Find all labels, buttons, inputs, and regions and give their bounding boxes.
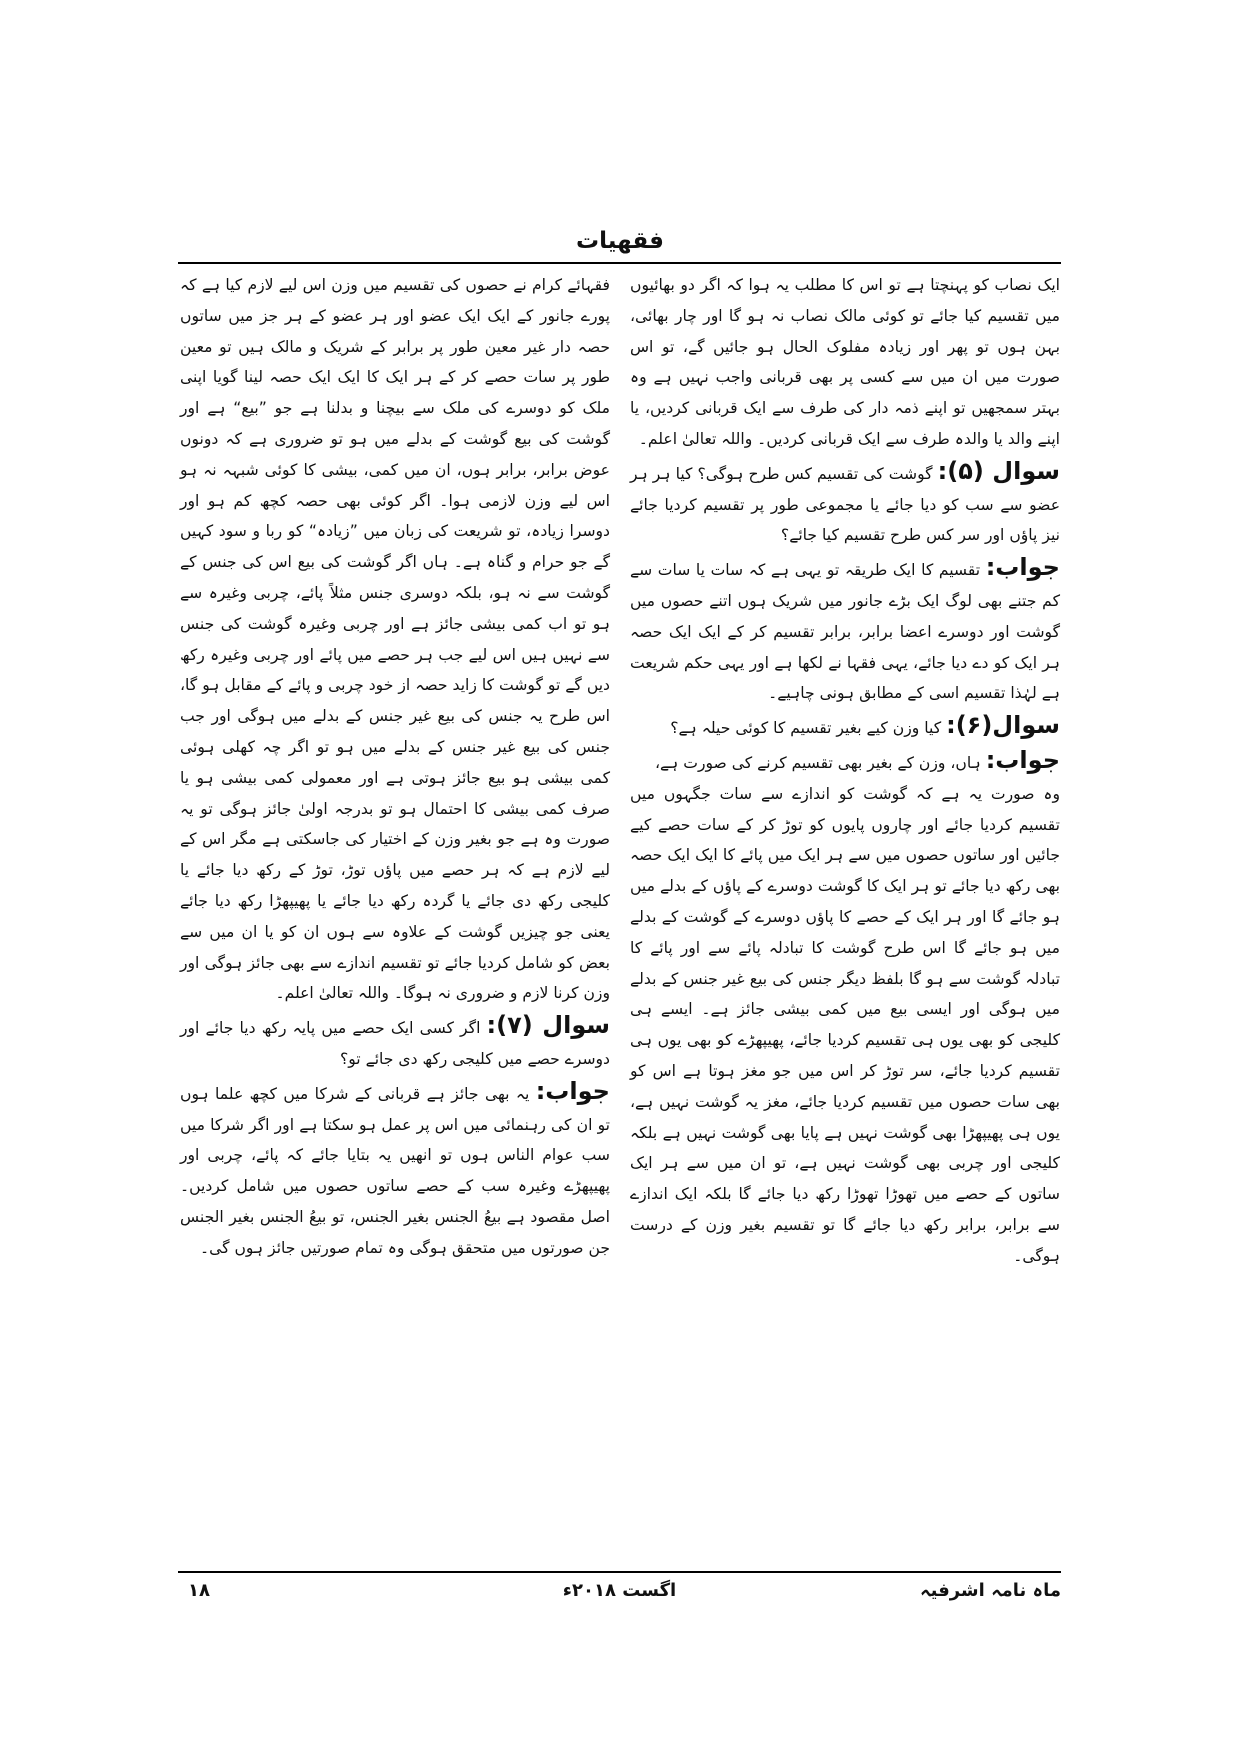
footer xyxy=(178,1580,1061,1620)
answer-label: جواب: xyxy=(985,745,1060,774)
paragraph: ایک نصاب کو پہنچتا ہے تو اس کا مطلب یہ ہوا کہ اگر دو بھائیوں میں تقسیم کیا جائے تو کوئی مالک نصاب نہ ہو گا اور چار بھائی، بہن ہوں تو پھر اور زیادہ مفلوک الحال ہو جائیں گے، تو اس صورت میں ان میں سے کسی پر بھی قربانی واجب نہیں ہے وہ بہتر سمجھیں تو اپنے ذمہ دار کی طرف سے ایک قربانی کردیں، یا اپنے والد یا والدہ طرف سے ایک قربانی کردیں۔ واللہ تعالیٰ اعلم۔ xyxy=(630,276,1060,448)
question-7 xyxy=(180,1009,610,1075)
answer-6 xyxy=(630,744,1060,779)
paragraph: وہ صورت یہ ہے کہ گوشت کو اندازے سے سات جگہوں میں تقسیم کردیا جائے اور چاروں پایوں کو توڑ کر کے سات حصے کیے جائیں اور ساتوں حصوں میں سے ہر ایک میں پائے کا ایک ایک حصہ بھی رکھ دیا جائے تو ہر ایک کا گوشت دوسرے کے پاؤں کے بدلے میں ہو جائے گا اور ہر ایک کے حصے کا پاؤں دوسرے کے گوشت کے بدلے میں ہو جائے گا اس طرح گوشت کا تبادلہ پائے سے اور پائے کا تبادلہ گوشت سے ہو گا بلفظ دیگر جنس کی بیع غیر جنس کے بدلے میں ہوگی اور ایسی بیع میں کمی بیشی جائز ہے۔ ایسے ہی کلیجی کو بھی یوں ہی تقسیم کردیا جائے، پھیپھڑے کو بھی یوں ہی تقسیم کردیا جائے، سر توڑ کر اس میں جو مغز ہوتا ہے اس کو بھی سات حصوں میں تقسیم کردیا جائے، مغز یہ گوشت نہیں ہے، یوں ہی پھیپھڑا بھی گوشت نہیں ہے پایا بھی گوشت نہیں ہے بلکہ کلیجی اور چربی بھی گوشت نہیں ہے، تو ان میں سے ہر ایک ساتوں کے حصے میں تھوڑا تھوڑا رکھ دیا جائے گا بلکہ ایک اندازے سے برابر، برابر رکھ دیا جائے گا تو تقسیم بغیر وزن کے درست ہوگی۔ xyxy=(630,784,1060,1265)
section-title: فقهيات xyxy=(576,228,664,254)
answer-text: ہاں، وزن کے بغیر بھی تقسیم کرنے کی صورت ہے، xyxy=(655,753,981,772)
issue-date: اگست ۲۰۱۸ء xyxy=(562,1580,677,1601)
question-label: سوال(۶): xyxy=(946,711,1060,740)
paragraph: فقہائے کرام نے حصوں کی تقسیم میں وزن اس لیے لازم کیا ہے کہ پورے جانور کے ایک ایک عضو اور ہر عضو کے ہر جز میں ساتوں حصہ دار غیر معین طور پر برابر کے شریک و مالک ہیں تو معین طور پر سات حصے کر کے ہر ایک کا ایک ایک حصہ لینا گویا اپنی ملک کو دوسرے کی ملک سے بیچنا و بدلنا ہے جو ”بیع“ ہے اور گوشت کی بیع گوشت کے بدلے میں ہو تو ضروری ہے کہ دونوں عوض برابر، برابر ہوں، ان میں کمی، بیشی کا کوئی شبہہ نہ ہو اس لیے وزن لازمی ہوا۔ اگر کوئی بھی حصہ کچھ کم ہو اور دوسرا زیادہ، تو شریعت کی زبان میں ”زیادہ“ کو ربا و سود کہیں گے جو حرام و گناہ ہے۔ ہاں اگر گوشت کی بیع اس کی جنس کے گوشت سے نہ ہو، بلکہ دوسری جنس مثلاً پائے، چربی وغیرہ سے ہو تو اب کمی بیشی جائز ہے اور چربی وغیرہ گوشت کی جنس سے نہیں ہیں اس لیے جب ہر حصے میں پائے اور چربی وغیرہ رکھ دیں گے تو گوشت کا زاید حصہ از خود چربی و پائے کے مقابل ہو گا، اس طرح یہ جنس کی بیع غیر جنس کے بدلے میں ہوگی اور جب جنس کی بیع غیر جنس کے بدلے میں ہو تو اگر چہ کھلی ہوئی کمی بیشی ہو بیع جائز ہوتی ہے اور معمولی کمی بیشی ہو یا صرف کمی بیشی کا احتمال ہو تو بدرجہ اولیٰ جائز ہوگی تو یہ صورت وہ ہے جو بغیر وزن کے اختیار کی جاسکتی ہے مگر اس کے لیے لازم ہے کہ ہر حصے میں پاؤں توڑ، توڑ کے رکھ دیا جائے یا کلیجی رکھ دی جائے یا گردہ رکھ دیا جائے یا پھیپھڑا رکھ دیا جائے یعنی جو چیزیں گوشت کے علاوہ سے ہوں ان کو یا ان میں سے بعض کو شامل کردیا جائے تو تقسیم اندازے سے بھی جائز ہوگی اور وزن کرنا لازم و ضروری نہ ہوگا۔ واللہ تعالیٰ اعلم۔ xyxy=(180,276,610,1003)
question-text: گوشت کی تقسیم کس طرح ہوگی؟ کیا ہر ہر عضو سے سب کو دیا جائے یا مجموعی طور پر تقسیم کردیا جائے نیز پاؤں اور سر کس طرح تقسیم کیا جائے؟ xyxy=(630,464,1060,545)
magazine-name: ماہ نامہ اشرفیہ xyxy=(920,1580,1061,1601)
answer-label: جواب: xyxy=(535,1076,610,1105)
answer-text: تقسیم کا ایک طریقہ تو یہی ہے کہ سات یا سات سے کم جتنے بھی لوگ ایک بڑے جانور میں شریک ہوں اتنے حصوں میں گوشت اور دوسرے اعضا برابر، برابر تقسیم کر کے ایک ایک حصہ ہر ایک کو دے دیا جائے، یہی فقہا نے لکھا ہے اور یہی حکم شریعت ہے لہٰذا تقسیم اسی کے مطابق ہونی چاہیے۔ xyxy=(630,561,1060,703)
page-number: ۱۸ xyxy=(188,1580,210,1601)
question-6 xyxy=(630,709,1060,744)
answer-label: جواب: xyxy=(985,553,1060,582)
answer-7 xyxy=(180,1075,610,1264)
question-text: کیا وزن کیے بغیر تقسیم کا کوئی حیلہ ہے؟ xyxy=(670,719,942,738)
question-label: سوال (۷): xyxy=(486,1011,610,1040)
answer-text: یہ بھی جائز ہے قربانی کے شرکا میں کچھ علما ہوں تو ان کی رہنمائی میں اس پر عمل ہو سکتا ہے اور اگر شرکا میں سب عوام الناس ہوں تو انھیں یہ بتایا جائے کہ پائے، چربی اور پھیپھڑے وغیرہ سب کے حصے ساتوں حصوں میں شامل کردیں۔ اصل مقصود ہے بیعُ الجنس بغیر الجنس، تو بیعُ الجنس بغیر الجنس جن صورتوں میں متحقق ہوگی وہ تمام صورتیں جائز ہوں گی۔ xyxy=(180,1084,610,1257)
header-rule xyxy=(178,262,1061,264)
question-text: اگر کسی ایک حصے میں پایہ رکھ دیا جائے اور دوسرے حصے میں کلیجی رکھ دی جائے تو؟ xyxy=(180,1019,610,1068)
answer-5 xyxy=(630,551,1060,709)
question-label: سوال (۵): xyxy=(937,456,1060,485)
right-column xyxy=(630,270,1060,1272)
footer-rule xyxy=(178,1571,1061,1573)
question-5 xyxy=(630,455,1060,551)
left-column xyxy=(180,270,610,1264)
